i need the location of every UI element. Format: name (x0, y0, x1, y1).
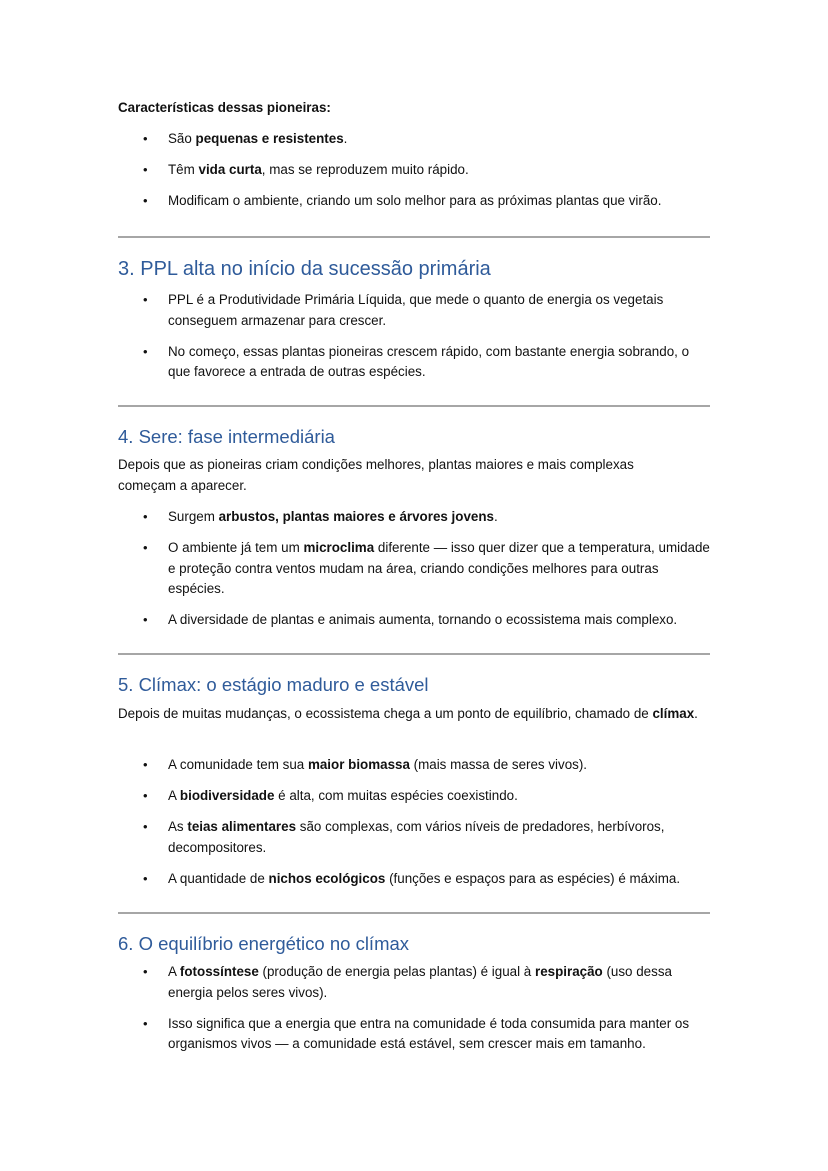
section-4-list (118, 507, 710, 641)
bullet-icon: • (143, 757, 148, 772)
list-item: • Isso significa que a energia que entra na comunidade é toda consumida para manter os organismos vivos — a comunidade está estável, sem crescer mais em tamanho. (143, 1015, 690, 1051)
list-item: • No começo, essas plantas pioneiras crescem rápido, com bastante energia sobrando, o que favorece a entrada de outras espécies. (143, 343, 690, 379)
section-4-intro: Depois que as pioneiras criam condições melhores, plantas maiores e mais complexas começam a aparecer. (118, 457, 634, 493)
bullet-icon: • (143, 509, 148, 524)
list-item: • A comunidade tem sua maior biomassa (mais massa de seres vivos). (118, 755, 710, 776)
list-item: • A diversidade de plantas e animais aumenta, tornando o ecossistema mais complexo. (118, 610, 710, 631)
list-item: • A quantidade de nichos ecológicos (funções e espaços para as espécies) é máxima. (118, 869, 710, 890)
section-4-title: 4. Sere: fase intermediária (118, 426, 335, 447)
list-item: • Modificam o ambiente, criando um solo melhor para as próximas plantas que virão. (118, 191, 710, 212)
intro-heading: Características dessas pioneiras: (118, 100, 331, 115)
bullet-icon: • (143, 540, 148, 555)
intro-list (118, 129, 710, 222)
list-item: • São pequenas e resistentes. (118, 129, 710, 150)
section-5-title: 5. Clímax: o estágio maduro e estável (118, 674, 429, 695)
bullet-icon: • (143, 870, 148, 886)
list-item: • PPL é a Produtividade Primária Líquida, que mede o quanto de energia os vegetais conseguem armazenar para crescer. (143, 292, 664, 328)
bullet-icon: • (143, 788, 148, 803)
section-6-title: 6. O equilíbrio energético no clímax (118, 933, 410, 954)
divider (118, 405, 710, 407)
divider (118, 236, 710, 238)
bullet-icon: • (143, 964, 148, 979)
bullet-icon: • (143, 819, 148, 834)
bullet-icon: • (143, 292, 148, 307)
list-item: • A biodiversidade é alta, com muitas espécies coexistindo. (118, 786, 710, 807)
list-item: • O ambiente já tem um microclima diferente — isso quer dizer que a temperatura, umidade e proteção contra ventos mudam na área, criando condições melhores para outras espécies. (143, 540, 710, 596)
divider (118, 653, 710, 655)
list-item: • As teias alimentares são complexas, com vários níveis de predadores, herbívoros, decompositores. (143, 819, 665, 855)
list-item: • A fotossíntese (produção de energia pelas plantas) é igual à respiração (uso dessa energia pelos seres vivos). (143, 964, 672, 1000)
bullet-icon: • (143, 131, 148, 146)
list-item: • Têm vida curta, mas se reproduzem muito rápido. (118, 160, 710, 181)
bullet-icon: • (143, 612, 148, 627)
section-3-title: 3. PPL alta no início da sucessão primária (118, 258, 491, 280)
section-5-intro: Depois de muitas mudanças, o ecossistema chega a um ponto de equilíbrio, chamado de clímax. (118, 706, 698, 721)
bullet-icon: • (143, 162, 148, 177)
section-5-list (118, 755, 710, 900)
bullet-icon: • (143, 1015, 148, 1031)
section-6-list (118, 962, 710, 1065)
bullet-icon: • (143, 193, 148, 208)
bullet-icon: • (143, 343, 148, 359)
divider (118, 912, 710, 914)
section-3-list (118, 290, 710, 393)
list-item: • Surgem arbustos, plantas maiores e árvores jovens. (118, 507, 710, 528)
